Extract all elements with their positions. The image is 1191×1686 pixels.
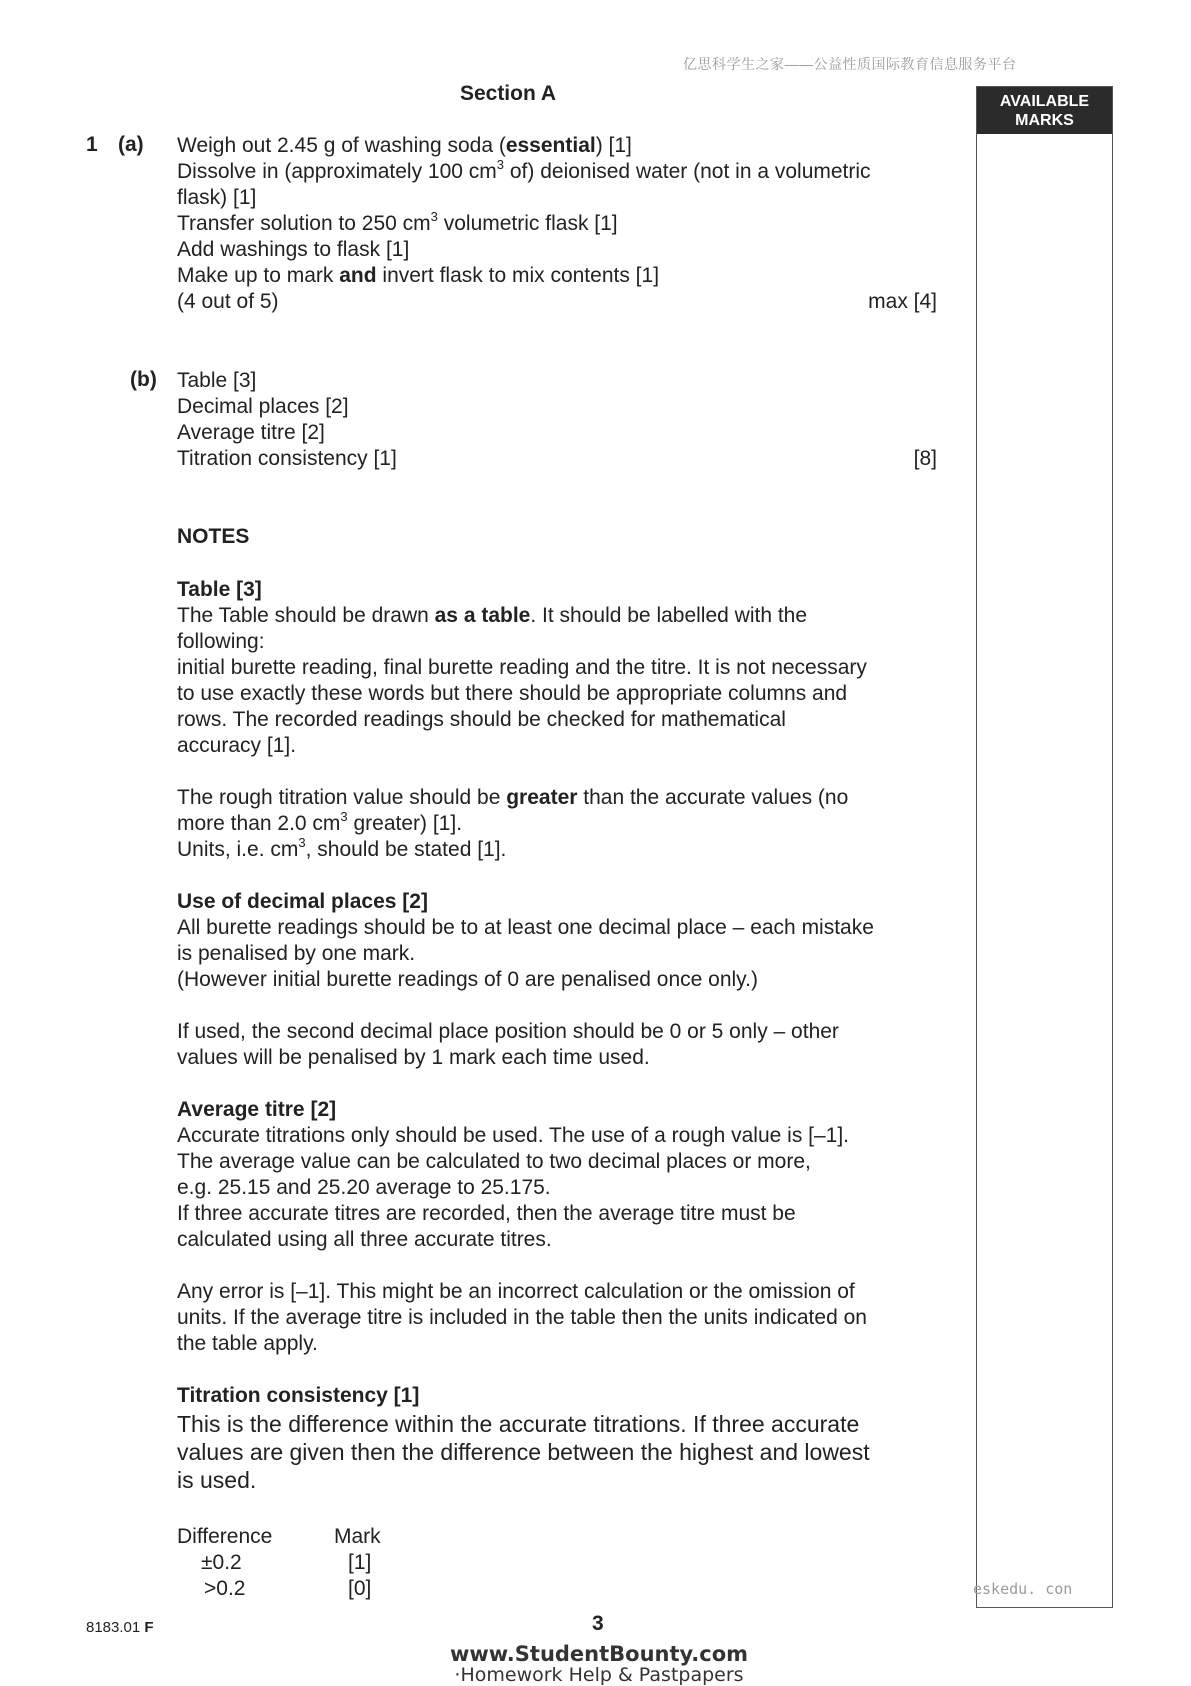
error-note-line-1: Any error is [–1]. This might be an incorrect calculation or the omission of bbox=[177, 1280, 855, 1303]
page-number: 3 bbox=[592, 1612, 604, 1635]
marks-header-line1: AVAILABLE bbox=[999, 93, 1090, 110]
table-note-line-1: The Table should be drawn as a table. It should be labelled with the bbox=[177, 604, 808, 627]
difference-row-1: ±0.2 bbox=[201, 1551, 242, 1574]
difference-row-2: >0.2 bbox=[204, 1577, 246, 1600]
mark-column-header: Mark bbox=[334, 1525, 381, 1548]
question-number: 1 bbox=[86, 133, 98, 156]
section-title: Section A bbox=[459, 82, 557, 105]
part-a-count: (4 out of 5) bbox=[177, 290, 279, 313]
part-b-line-4 bbox=[177, 446, 937, 472]
part-a-line-1: Weigh out 2.45 g of washing soda (essential) [1] bbox=[177, 134, 632, 157]
error-note-line-3: the table apply. bbox=[177, 1332, 318, 1355]
part-a-line-6: Make up to mark and invert flask to mix contents [1] bbox=[177, 264, 660, 287]
difference-column-header: Difference bbox=[177, 1525, 273, 1548]
part-b-mark: [8] bbox=[913, 447, 937, 470]
top-watermark: 亿思科学生之家——公益性质国际教育信息服务平台 bbox=[683, 56, 1017, 72]
available-marks-column bbox=[976, 86, 1113, 1608]
part-b-line-2: Decimal places [2] bbox=[177, 395, 349, 418]
average-titre-heading: Average titre [2] bbox=[177, 1098, 337, 1121]
consistency-note-line-2: values are given then the difference between the highest and lowest bbox=[177, 1439, 870, 1465]
available-marks-header bbox=[977, 87, 1112, 134]
mark-row-2: [0] bbox=[348, 1577, 372, 1600]
consistency-note-line-3: is used. bbox=[177, 1467, 257, 1493]
table-note-line-4: to use exactly these words but there should be appropriate columns and bbox=[177, 682, 848, 705]
average-note-line-2: The average value can be calculated to two decimal places or more, bbox=[177, 1150, 811, 1173]
part-b-line-1: Table [3] bbox=[177, 369, 257, 392]
part-a-line-4: Transfer solution to 250 $cm^3$ volumetric flask [1] bbox=[177, 209, 618, 235]
part-a-line-2: Dissolve in (approximately 100 $cm^3$ of) deionised water (not in a volumetric bbox=[177, 157, 871, 183]
side-watermark: eskedu. con bbox=[973, 1580, 1073, 1598]
decimal-note-line-4: If used, the second decimal place position should be 0 or 5 only – other bbox=[177, 1020, 839, 1043]
average-note-line-5: calculated using all three accurate titres. bbox=[177, 1228, 552, 1251]
table-note-line-5: rows. The recorded readings should be checked for mathematical bbox=[177, 708, 786, 731]
part-b-line-3: Average titre [2] bbox=[177, 421, 325, 444]
error-note-line-2: units. If the average titre is included in the table then the units indicated on bbox=[177, 1306, 867, 1329]
part-a-mark: max [4] bbox=[868, 290, 937, 313]
average-note-line-3: e.g. 25.15 and 25.20 average to 25.175. bbox=[177, 1176, 551, 1199]
average-note-line-4: If three accurate titres are recorded, then the average titre must be bbox=[177, 1202, 796, 1225]
consistency-note-line-1: This is the difference within the accurate titrations. If three accurate bbox=[177, 1411, 860, 1437]
decimal-note-line-5: values will be penalised by 1 mark each time used. bbox=[177, 1046, 650, 1069]
average-note-line-1: Accurate titrations only should be used. The use of a rough value is [–1]. bbox=[177, 1124, 850, 1147]
part-b-line-4-text: Titration consistency [1] bbox=[177, 447, 397, 470]
table-note-line-6: accuracy [1]. bbox=[177, 734, 297, 757]
paper-code: 8183.01 F bbox=[86, 1619, 154, 1636]
rough-note-line-3: Units, i.e. $cm^3$, should be stated [1]. bbox=[177, 835, 507, 861]
logo-line-1: www.StudentBounty.com bbox=[449, 1642, 749, 1666]
table-note-line-3: initial burette reading, final burette reading and the titre. It is not necessary bbox=[177, 656, 867, 679]
rough-note-line-1: The rough titration value should be greater than the accurate values (no bbox=[177, 786, 849, 809]
part-a-line-3: flask) [1] bbox=[177, 186, 257, 209]
decimal-places-heading: Use of decimal places [2] bbox=[177, 890, 428, 913]
notes-title: NOTES bbox=[177, 525, 250, 548]
table-heading: Table [3] bbox=[177, 578, 262, 601]
table-note-line-2: following: bbox=[177, 630, 265, 653]
part-a-line-7 bbox=[177, 289, 937, 315]
titration-consistency-heading: Titration consistency [1] bbox=[177, 1384, 420, 1407]
rough-note-line-2: more than 2.0 $cm^3$ greater) [1]. bbox=[177, 809, 463, 835]
marks-header-line2: MARKS bbox=[1015, 112, 1074, 129]
part-b-label: (b) bbox=[130, 368, 157, 391]
part-a-line-5: Add washings to flask [1] bbox=[177, 238, 410, 261]
decimal-note-line-2: is penalised by one mark. bbox=[177, 942, 416, 965]
logo-line-2: ·Homework Help & Pastpapers bbox=[454, 1664, 744, 1686]
decimal-note-line-1: All burette readings should be to at least one decimal place – each mistake bbox=[177, 916, 874, 939]
studentbounty-logo bbox=[449, 1643, 749, 1685]
mark-row-1: [1] bbox=[348, 1551, 372, 1574]
decimal-note-line-3: (However initial burette readings of 0 are penalised once only.) bbox=[177, 968, 758, 991]
part-a-label: (a) bbox=[118, 133, 144, 156]
